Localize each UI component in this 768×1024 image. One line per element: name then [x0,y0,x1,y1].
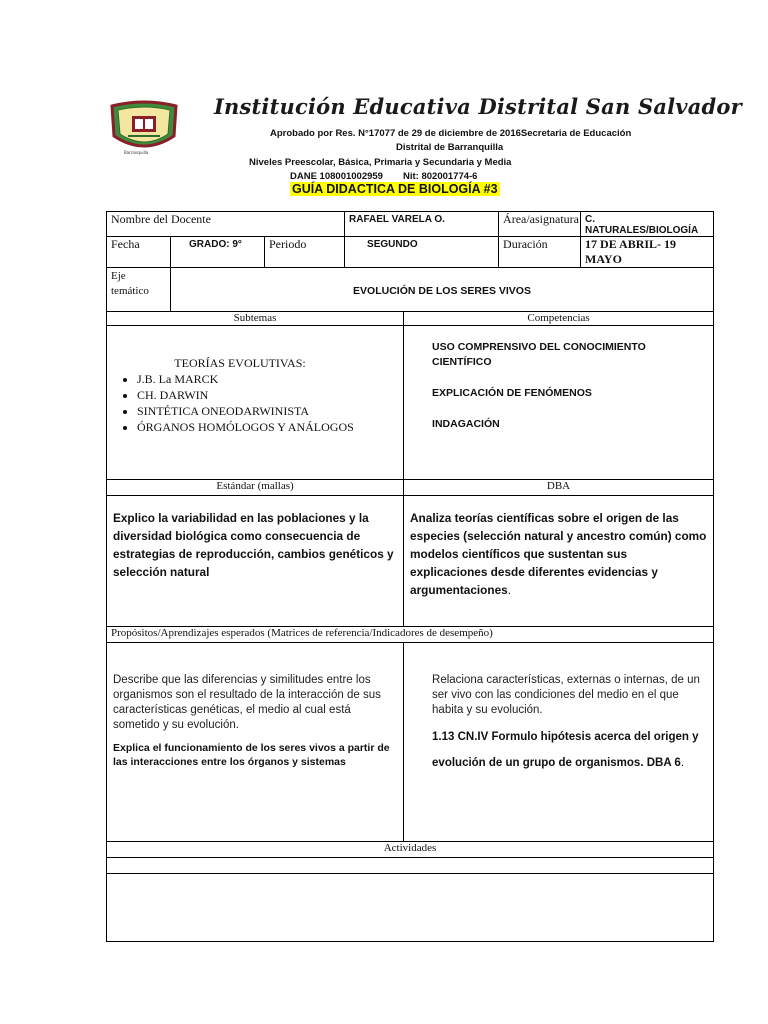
institution-name: Institución Educativa Distrital San Salvador [214,94,742,119]
dba-header: DBA [404,480,714,496]
competencias-cell [404,326,714,480]
duration-label: Duración [499,237,581,268]
dba-text: Analiza teorías científicas sobre el origen de las especies (selección natural y ancestro común) como modelos científicos que sustentan sus explicaciones desde diferentes evidencias y argumentaciones [410,511,707,597]
subtemas-header: Subtemas [107,312,404,326]
subtemas-cell [107,326,404,480]
estandar-header: Estándar (mallas) [107,480,404,496]
guide-table [106,211,714,942]
nit-text: Nit: 802001774-6 [403,171,478,182]
teacher-label: Nombre del Docente [107,212,345,237]
period-value: SEGUNDO [345,237,499,268]
actividades-header: Actividades [107,842,714,858]
competencia-item: INDAGACIÓN [432,418,500,430]
actividades-content [107,874,714,942]
propositos-right-bold: 1.13 CN.IV Formulo hipótesis acerca del origen y evolución de un grupo de organismos. DBA 6 [432,731,699,769]
axis-label: Eje temático [107,268,171,312]
district-line: Distrital de Barranquilla [396,142,504,153]
list-item: • ÓRGANOS HOMÓLOGOS Y ANÁLOGOS [137,419,399,435]
propositos-right-bold-block [432,724,707,776]
logo-caption: Barranquilla [124,150,149,155]
guide-title: GUÍA DIDACTICA DE BIOLOGÍA #3 [292,182,498,196]
competencias-header: Competencias [404,312,714,326]
competencia-item: EXPLICACIÓN DE FENÓMENOS [432,387,592,399]
period-label: Periodo [265,237,345,268]
dba-cell [404,496,714,627]
axis-value-cell [171,268,714,312]
estandar-text: Explico la variabilidad en las poblaciones y la diversidad biológica como consecuencia de estrategias de reproducción, cambios genéticos y selección natural [113,511,394,579]
subtemas-title: TEORÍAS EVOLUTIVAS: [174,356,306,370]
teacher-name: RAFAEL VARELA O. [345,212,499,237]
duration-value: 17 DE ABRIL- 19 MAYO [581,237,714,268]
propositos-left-cell [107,643,404,842]
dba-text-block [410,509,707,599]
propositos-left-text: Describe que las diferencias y similitudes entre los organismos son el resultado de la interacción de sus características genéticas, el medio al cual está sometido y su evolución. [113,674,381,731]
subtemas-list [111,371,399,435]
approval-line: Aprobado por Res. N°17077 de 29 de diciembre de 2016Secretaria de Educación [270,128,632,139]
competencia-item: USO COMPRENSIVO DEL CONOCIMIENTO CIENTÍFICO [432,341,646,368]
levels-line: Niveles Preescolar, Básica, Primaria y Secundaria y Media [249,157,512,168]
list-item: • J.B. La MARCK [137,371,399,387]
propositos-right-text: Relaciona características, externas o internas, de un ser vivo con las condiciones del medio en el que habita y su evolución. [432,674,700,716]
area-value: C. NATURALES/BIOLOGÍA [581,212,714,237]
propositos-right-period: . [680,757,685,769]
estandar-cell [107,496,404,627]
axis-value: EVOLUCIÓN DE LOS SERES VIVOS [353,284,531,297]
propositos-right-cell [404,643,714,842]
date-label: Fecha [107,237,171,268]
dane-text: DANE 108001002959 [290,171,383,182]
list-item: • CH. DARWIN [137,387,399,403]
area-label: Área/asignatura [499,212,581,237]
list-item: • SINTÉTICA ONEODARWINISTA [137,403,399,419]
grade-value: GRADO: 9° [171,237,265,268]
actividades-row [107,858,714,874]
dba-period: . [507,583,511,597]
propositos-header: Propósitos/Aprendizajes esperados (Matrices de referencia/Indicadores de desempeño) [107,627,714,643]
school-logo [108,98,180,158]
propositos-left-bold: Explica el funcionamiento de los seres vivos a partir de las interacciones entre los órganos y sistemas [113,742,390,768]
